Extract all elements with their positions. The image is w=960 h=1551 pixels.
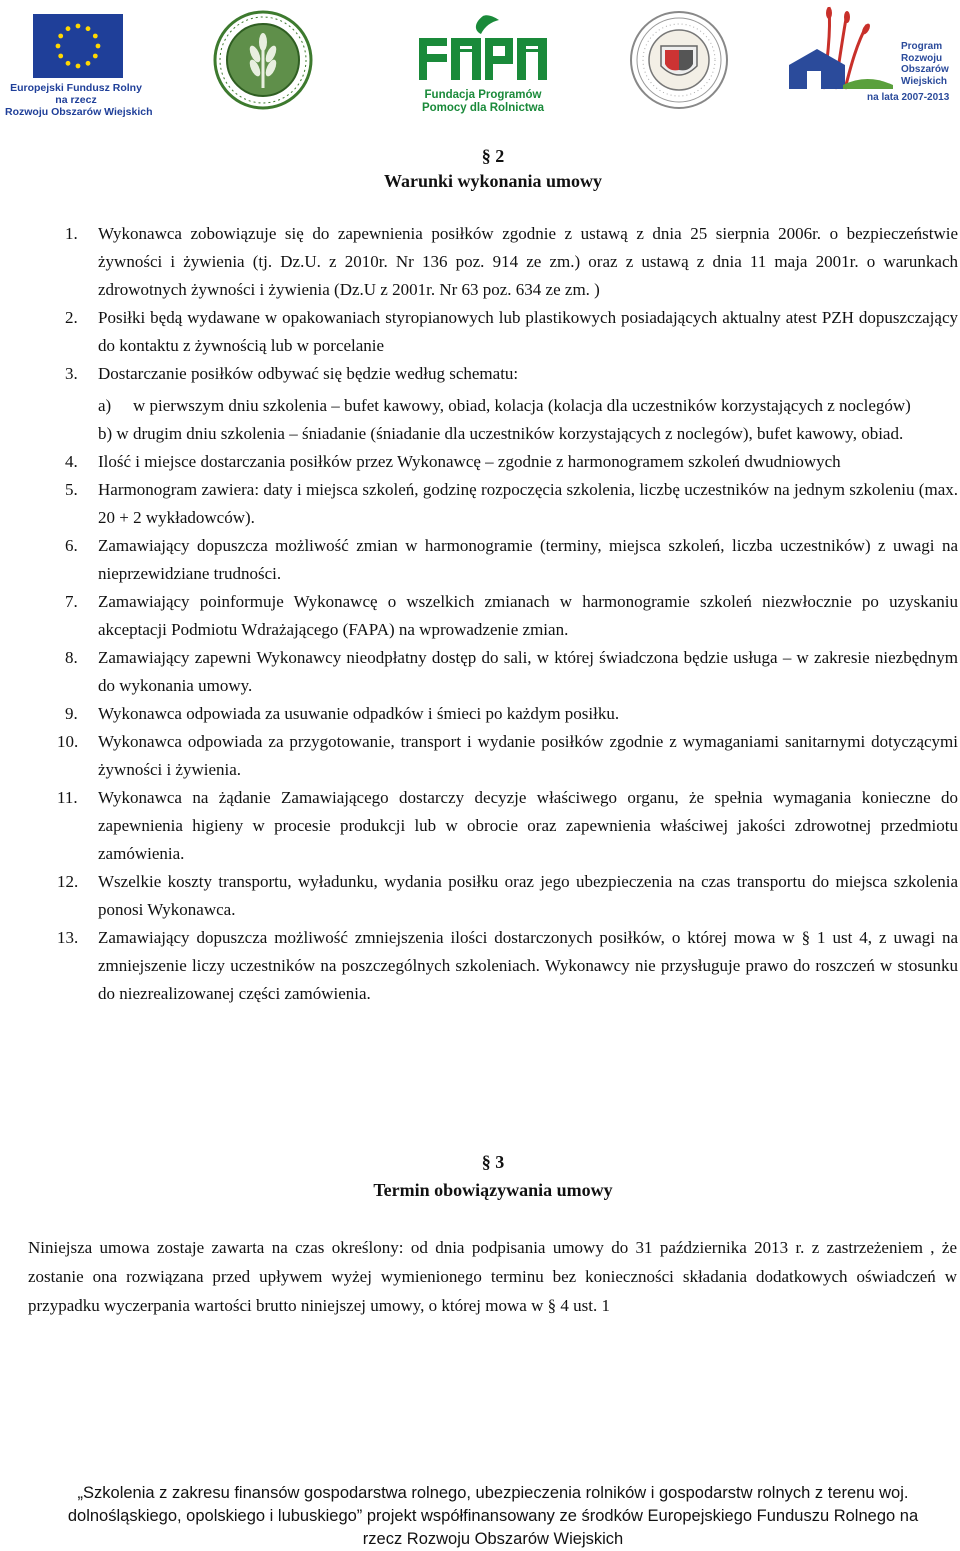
item-number: 4.	[65, 452, 78, 471]
list-item	[55, 220, 958, 304]
item-number: 1.	[65, 224, 78, 243]
prow-logo	[783, 3, 953, 108]
item-number: 5.	[65, 480, 78, 499]
item-text: Zamawiający dopuszcza możliwość zmniejszenia ilości dostarczonych posiłków, o której mowa w § 1 ust 4, z uwagi na zmniejszenie liczy uczestników na poszczególnych szkoleniach. Wykonawcy nie przysługuje prawo do roszczeń w stosunku do niezrealizowanej części zamówienia.	[98, 928, 958, 1003]
item-number: 7.	[65, 592, 78, 611]
item-number: 11.	[57, 788, 78, 807]
item-text: Wykonawca zobowiązuje się do zapewnienia posiłków zgodnie z ustawą z dnia 25 sierpnia 2006r. o bezpieczeństwie żywności i żywienia (tj. Dz.U. z 2010r. Nr 136 poz. 914 ze zm.) oraz z ustawą z dnia 11 maja 2001r. o warunkach zdrowotnych żywności i żywienia (Dz.U z 2001r. Nr 63 poz. 634 ze zm. )	[98, 224, 958, 299]
conditions-list	[55, 220, 958, 1008]
list-item	[55, 644, 958, 700]
prow-logo-line: Obszarów	[901, 64, 949, 75]
sub-item-text: w drugim dniu szkolenia – śniadanie (śniadanie dla uczestników korzystających z noclegów), bufet kawowy, obiad.	[116, 424, 904, 443]
page-footer	[0, 1482, 960, 1551]
prow-logo-line: Rozwoju	[901, 52, 943, 64]
list-item	[55, 588, 958, 644]
item-number: 9.	[65, 704, 78, 723]
eu-logo-line: Rozwoju Obszarów Wiejskich	[5, 106, 153, 118]
list-item	[55, 532, 958, 588]
list-item	[55, 360, 958, 448]
list-item	[55, 784, 958, 868]
fapa-logo	[415, 12, 551, 115]
item-text: Dostarczanie posiłków odbywać się będzie według schematu:	[98, 364, 519, 383]
ministry-seal-logo	[213, 10, 313, 110]
footer-line: „Szkolenia z zakresu finansów gospodarstwa rolnego, ubezpieczenia rolników i gospodarstw rolnych z terenu woj.	[77, 1484, 909, 1502]
section-2-number: § 2	[481, 146, 505, 166]
list-item	[55, 304, 958, 360]
sub-item-a	[55, 392, 958, 420]
list-item	[55, 476, 958, 532]
item-text: Wykonawca odpowiada za usuwanie odpadków i śmieci po każdym posiłku.	[98, 704, 620, 723]
eu-logo-line: Europejski Fundusz Rolny	[10, 82, 142, 94]
sub-item-b	[55, 420, 958, 448]
fapa-logo-line: Pomocy dla Rolnictwa	[421, 102, 545, 114]
item-text: Posiłki będą wydawane w opakowaniach styropianowych lub plastikowych posiadających aktualny atest PZH dopuszczający do kontaktu z żywnością lub w porcelanie	[98, 308, 958, 355]
section-3-title: Termin obowiązywania umowy	[373, 1180, 613, 1200]
fapa-logo-line: Fundacja Programów	[424, 89, 542, 101]
item-text: Zamawiający zapewni Wykonawcy nieodpłatny dostęp do sali, w której świadczona będzie usługa – w zakresie niezbędnym do wykonania umowy.	[98, 648, 958, 695]
item-text: Wykonawca odpowiada za przygotowanie, transport i wydanie posiłków zgodnie z wymaganiami sanitarnymi dotyczącymi żywności i żywienia.	[98, 732, 958, 779]
item-number: 8.	[65, 648, 78, 667]
item-text: Harmonogram zawiera: daty i miejsca szkoleń, godzinę rozpoczęcia szkolenia, liczbę uczestników na jednym szkoleniu (max. 20 + 2 wykładowców).	[98, 480, 958, 527]
item-number: 3.	[65, 364, 78, 383]
list-item	[55, 868, 958, 924]
item-text: Ilość i miejsce dostarczania posiłków przez Wykonawcę – zgodnie z harmonogramem szkoleń dwudniowych	[98, 452, 841, 471]
eu-flag-icon	[33, 14, 123, 78]
prow-logo-line: Program	[901, 41, 943, 52]
prow-logo-line: Wiejskich	[901, 75, 948, 87]
section-3-paragraph: Niniejsza umowa zostaje zawarta na czas określony: od dnia podpisania umowy do 31 października 2013 r. z zastrzeżeniem , że zostanie ona rozwiązana przed upływem wyżej wymienionego terminu bez konieczności składania dodatkowych oświadczeń w przypadku wyczerpania wartości brutto niniejszej umowy, o której mowa w § 4 ust. 1	[28, 1238, 957, 1315]
logo-bar	[0, 0, 960, 125]
item-number: 10.	[57, 732, 79, 751]
item-number: 6.	[65, 536, 78, 555]
item-number: 13.	[57, 928, 79, 947]
item-text: Wszelkie koszty transportu, wyładunku, wydania posiłku oraz jego ubezpieczenia na czas transportu do miejsca szkolenia ponosi Wykonawca.	[98, 872, 958, 919]
section-3-number: § 3	[481, 1152, 505, 1172]
list-item	[55, 700, 958, 728]
section-2-title: Warunki wykonania umowy	[383, 171, 603, 191]
list-item	[55, 924, 958, 1008]
university-seal-logo	[629, 10, 729, 110]
item-text: Zamawiający poinformuje Wykonawcę o wszelkich zmianach w harmonogramie szkoleń niezwłocznie po uzyskaniu akceptacji Podmiotu Wdrażającego (FAPA) na wprowadzenie zmian.	[98, 592, 958, 639]
footer-line: dolnośląskiego, opolskiego i lubuskiego” projekt współfinansowany ze środków Europejskiego Funduszu Rolnego na	[67, 1507, 919, 1525]
sub-item-text: w pierwszym dniu szkolenia – bufet kawowy, obiad, kolacja (kolacja dla uczestników korzystających z noclegów)	[133, 396, 911, 415]
item-text: Wykonawca na żądanie Zamawiającego dostarczy decyzje właściwego organu, że spełnia wymagania konieczne do zapewnienia higieny w procesie produkcji lub w obrocie oraz zapewnienia właściwej jakości zdrowotnej przedmiotu zamówienia.	[98, 788, 958, 863]
eu-fund-logo	[5, 14, 153, 118]
eu-logo-line: na rzecz	[55, 94, 97, 106]
list-item	[55, 728, 958, 784]
sub-item-label: b)	[98, 424, 113, 443]
sub-item-label: a)	[98, 396, 112, 415]
footer-line: rzecz Rozwoju Obszarów Wiejskich	[362, 1530, 624, 1548]
item-number: 12.	[57, 872, 79, 891]
list-item	[55, 448, 958, 476]
item-text: Zamawiający dopuszcza możliwość zmian w harmonogramie (terminy, miejsca szkoleń, liczba uczestników) z uwagi na nieprzewidziane trudności.	[98, 536, 958, 583]
prow-years: na lata 2007-2013	[867, 92, 950, 103]
item-number: 2.	[65, 308, 78, 327]
